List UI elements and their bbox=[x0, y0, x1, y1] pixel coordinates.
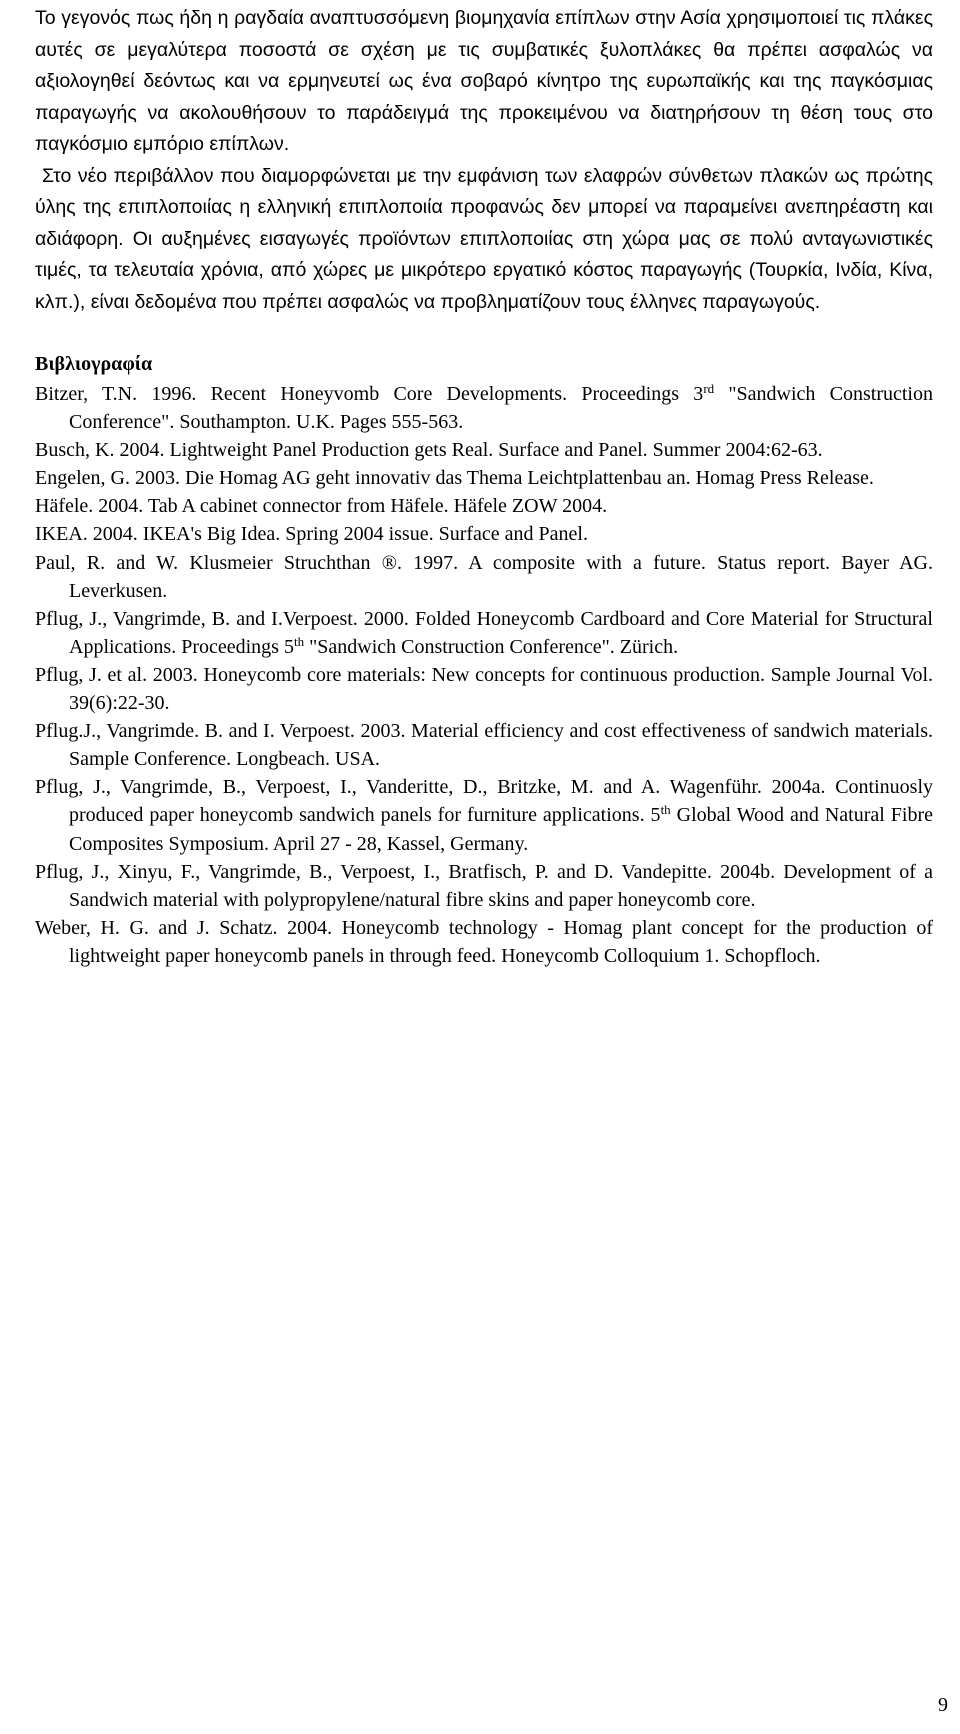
reference-superscript: th bbox=[660, 802, 671, 818]
reference-text: Pflug, J., Xinyu, F., Vangrimde, B., Verpoest, I., Bratfisch, P. and D. Vandepitte. 2004b. Development of a Sandwich material with polypropylene/natural fibre skins and paper honeycomb core. bbox=[35, 860, 933, 911]
reference-superscript: th bbox=[293, 633, 305, 649]
reference-item bbox=[35, 464, 933, 492]
reference-text: Pflug, J., Vangrimde, B. and I.Verpoest. 2000. Folded Honeycomb Cardboard and Core Material for Structural Applications. Proceedings 5 bbox=[35, 607, 933, 658]
reference-text: Pflug.J., Vangrimde. B. and I. Verpoest. 2003. Material efficiency and cost effectiveness of sandwich materials. Sample Conference. Longbeach. USA. bbox=[35, 720, 933, 771]
reference-item bbox=[35, 858, 933, 914]
reference-item bbox=[35, 380, 933, 436]
reference-item bbox=[35, 605, 933, 661]
reference-item bbox=[35, 549, 933, 605]
bibliography-heading: Βιβλιογραφία bbox=[35, 353, 153, 375]
document-page bbox=[35, 0, 933, 970]
reference-item bbox=[35, 914, 933, 970]
reference-text: Paul, R. and W. Klusmeier Struchthan ®. 1997. A composite with a future. Status report. Bayer AG. Leverkusen. bbox=[35, 551, 933, 602]
reference-item bbox=[35, 436, 933, 464]
reference-superscript: rd bbox=[703, 380, 715, 396]
reference-text-after: "Sandwich Construction Conference". Southampton. U.K. Pages 555-563. bbox=[69, 383, 933, 434]
reference-text: Busch, K. 2004. Lightweight Panel Production gets Real. Surface and Panel. Summer 2004:62-63. bbox=[35, 439, 823, 462]
body-paragraph-1: Το γεγονός πως ήδη η ραγδαία αναπτυσσόμενη βιομηχανία επίπλων στην Ασία χρησιμοποιεί τις πλάκες αυτές σε μεγαλύτερα ποσοστά σε σχέση με τις συμβατικές ξυλοπλάκες θα πρέπει ασφαλώς να αξιολογηθεί δεόντως και να ερμηνευτεί ως ένα σοβαρό κίνητρο της ευρωπαϊκής και της παγκόσμιας παραγωγής να ακολουθήσουν το παράδειγμά της προκειμένου να διατηρήσουν τη θέση τους στο παγκόσμιο εμπόριο επίπλων. bbox=[35, 7, 933, 155]
reference-text-after: Global Wood and Natural Fibre Composites Symposium. April 27 - 28, Kassel, Germany. bbox=[69, 804, 934, 855]
reference-item bbox=[35, 492, 933, 520]
reference-text: Weber, H. G. and J. Schatz. 2004. Honeycomb technology - Homag plant concept for the production of lightweight paper honeycomb panels in through feed. Honeycomb Colloquium 1. Schopfloch. bbox=[35, 916, 933, 967]
reference-item bbox=[35, 661, 933, 717]
body-paragraph-2: Στο νέο περιβάλλον που διαμορφώνεται με την εμφάνιση των ελαφρών σύνθετων πλακών ως πρώτης ύλης της επιπλοποιίας η ελληνική επιπλοποιία προφανώς δεν μπορεί να παραμείνει ανεπηρέαστη και αδιάφορη. Οι αυξημένες εισαγωγές προϊόντων επιπλοποιίας στη χώρα μας σε πολύ ανταγωνιστικές τιμές, τα τελευταία χρόνια, από χώρες με μικρότερο εργατικό κόστος παραγωγής (Τουρκία, Ινδία, Κίνα, κλπ.), είναι δεδομένα που πρέπει ασφαλώς να προβληματίζουν τους έλληνες παραγωγούς. bbox=[35, 164, 933, 313]
reference-item bbox=[35, 520, 933, 548]
reference-text-after: "Sandwich Construction Conference". Zürich. bbox=[304, 635, 679, 658]
reference-item bbox=[35, 773, 933, 857]
reference-text: Pflug, J., Vangrimde, B., Verpoest, I., Vanderitte, D., Britzke, M. and A. Wagenführ. 2004a. Continuosly produced paper honeycomb sandwich panels for furniture applications. 5 bbox=[35, 776, 933, 827]
reference-text: Bitzer, T.N. 1996. Recent Honeyvomb Core Developments. Proceedings 3 bbox=[35, 383, 704, 405]
reference-list bbox=[35, 380, 933, 970]
page-number: 9 bbox=[938, 1694, 948, 1716]
reference-text: IKEA. 2004. IKEA's Big Idea. Spring 2004 issue. Surface and Panel. bbox=[35, 523, 588, 546]
reference-text: Häfele. 2004. Tab A cabinet connector from Häfele. Häfele ZOW 2004. bbox=[35, 495, 608, 518]
reference-text: Engelen, G. 2003. Die Homag AG geht innovativ das Thema Leichtplattenbau an. Homag Press Release. bbox=[35, 467, 874, 490]
reference-item bbox=[35, 717, 933, 773]
reference-text: Pflug, J. et al. 2003. Honeycomb core materials: New concepts for continuous production. Sample Journal Vol. 39(6):22-30. bbox=[35, 663, 933, 715]
